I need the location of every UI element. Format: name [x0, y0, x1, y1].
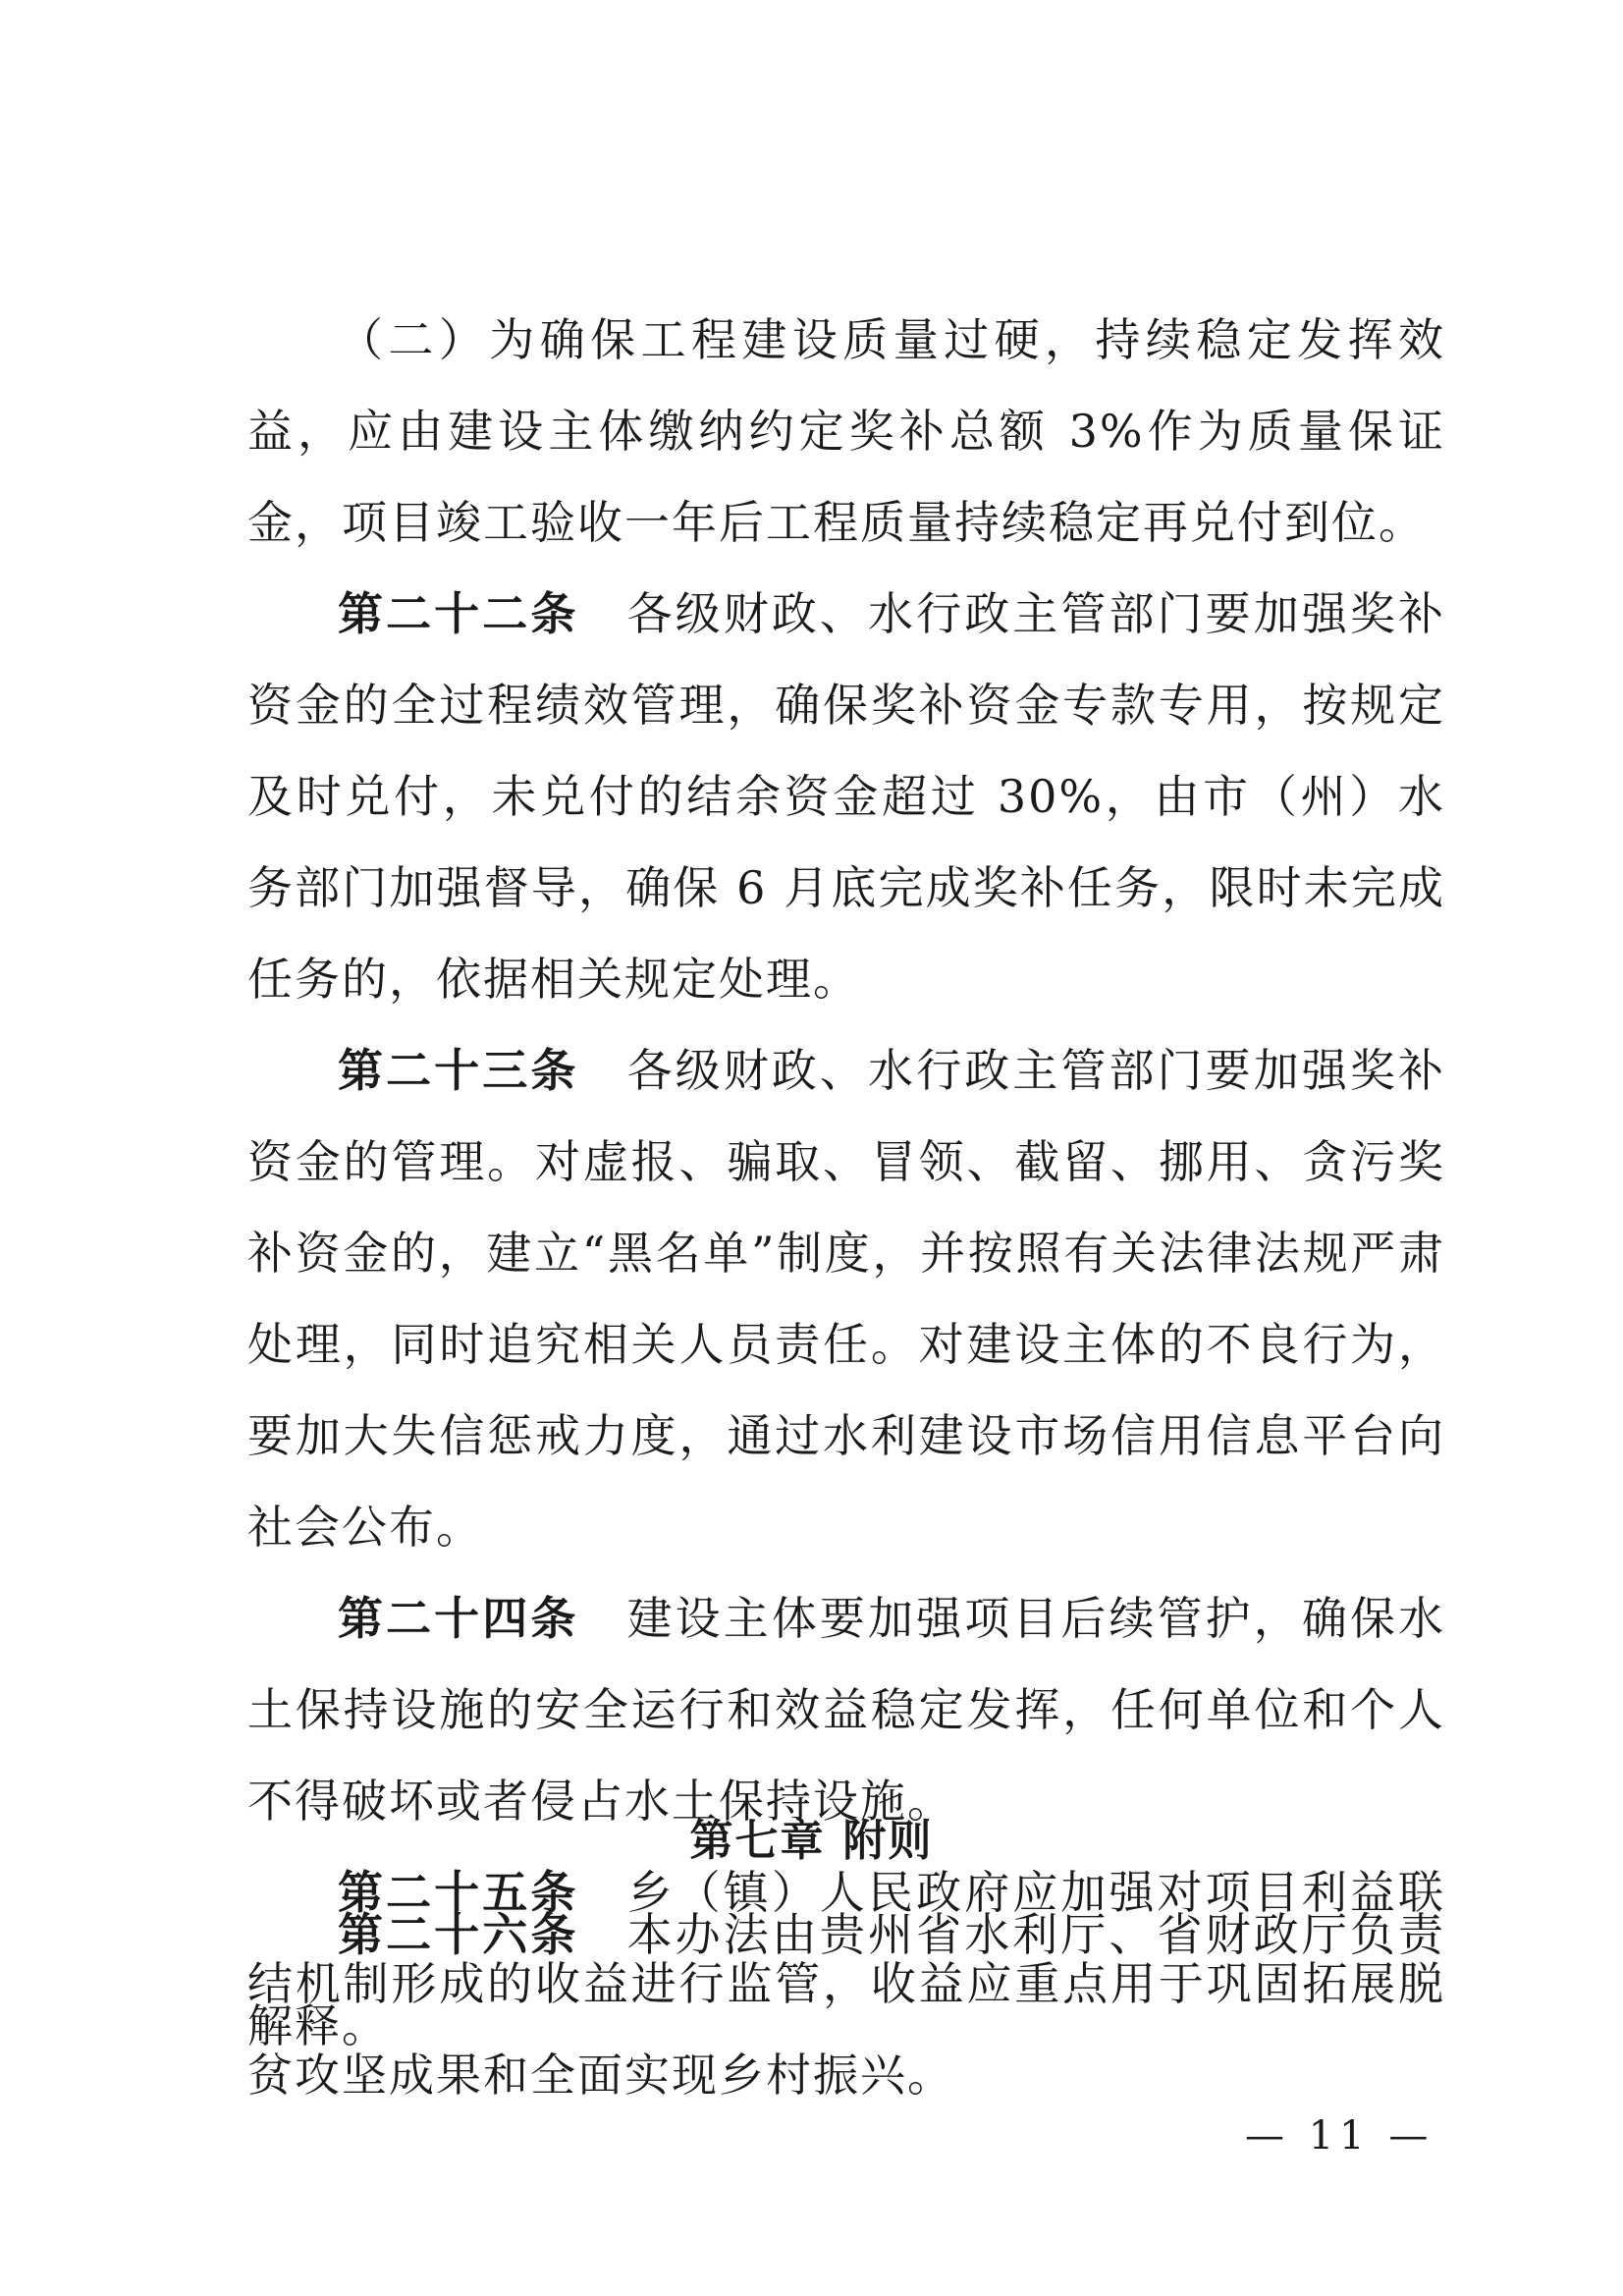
article-text: 各级财政、水行政主管部门要加强奖补资金的全过程绩效管理，确保奖补资金专款专用，按规定及时兑付，未兑付的结余资金超过 30%，由市（州）水务部门加强督导，确保 6 月底完成奖补任务，限时未完成任务的，依据相关规定处理。 — [247, 587, 1446, 1006]
chapter-heading — [0, 1805, 1623, 1868]
chapter-name: 附则 — [842, 1816, 934, 1866]
article-title: 第二十二条 — [338, 587, 579, 640]
article-text: 本办法由贵州省水利厅、省财政厅负责解释。 — [247, 1908, 1446, 2052]
paragraph-clause-2 — [247, 295, 1445, 569]
article-23 — [247, 1025, 1445, 1573]
paragraph-text: （二）为确保工程建设质量过硬，持续稳定发挥效益，应由建设主体缴纳约定奖补总额 3%作为质量保证金，项目竣工验收一年后工程质量持续稳定再兑付到位。 — [247, 313, 1445, 549]
final-article-block — [247, 1889, 1445, 2072]
article-title: 第二十三条 — [338, 1044, 579, 1097]
article-title: 第二十四条 — [338, 1592, 579, 1645]
article-title: 第二十六条 — [338, 1908, 579, 1961]
article-22 — [247, 569, 1445, 1025]
page-number: — 11 — — [1245, 2113, 1434, 2159]
article-title: 第二十五条 — [338, 1866, 579, 1919]
article-26 — [247, 1889, 1445, 2072]
article-text: 建设主体要加强项目后续管护，确保水土保持设施的安全运行和效益稳定发挥，任何单位和个人不得破坏或者侵占水土保持设施。 — [247, 1592, 1446, 1828]
chapter-number: 第七章 — [689, 1816, 826, 1866]
article-text: 乡（镇）人民政府应加强对项目利益联结机制形成的收益进行监管，收益应重点用于巩固拓展脱贫攻坚成果和全面实现乡村振兴。 — [247, 1866, 1446, 2102]
article-text: 各级财政、水行政主管部门要加强奖补资金的管理。对虚报、骗取、冒领、截留、挪用、贪污奖补资金的，建立“黑名单”制度，并按照有关法律法规严肃处理，同时追究相关人员责任。对建设主体的不良行为，要加大失信惩戒力度，通过水利建设市场信用信息平台向社会公布。 — [247, 1044, 1446, 1554]
